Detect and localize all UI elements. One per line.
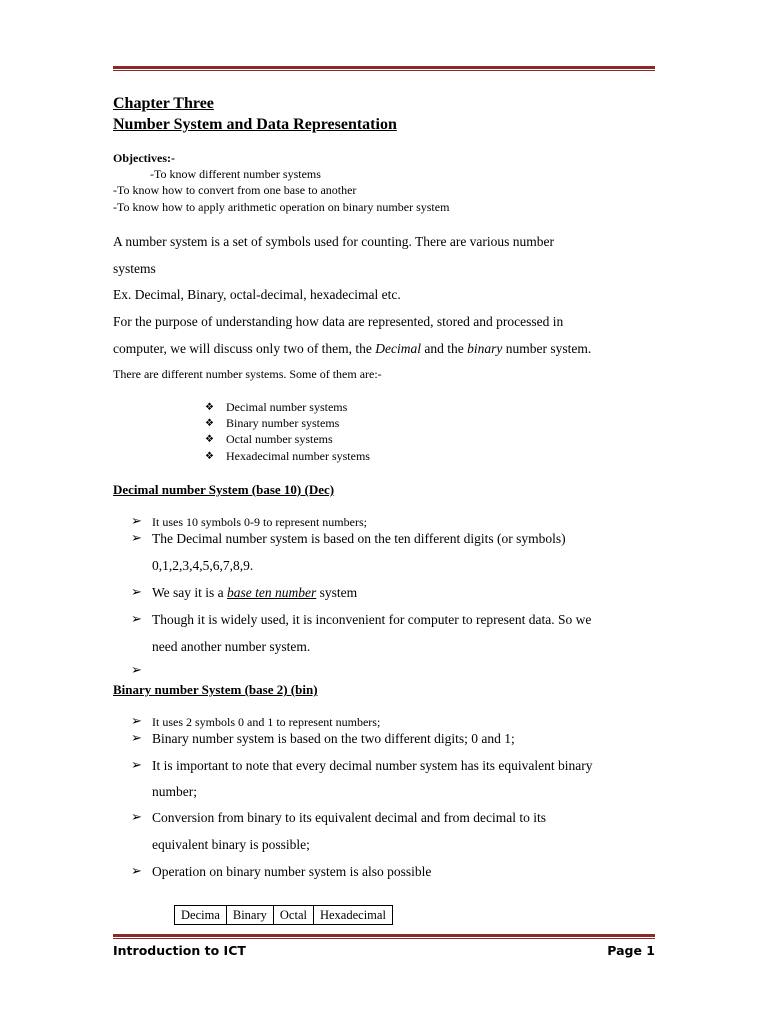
arrow-bullet-icon: ➢ <box>131 662 142 677</box>
table-header-cell: Hexadecimal <box>313 906 392 925</box>
diamond-bullet-icon: ❖ <box>205 402 214 413</box>
arrow-bullet-icon: ➢ <box>131 513 142 528</box>
list-item: We say it is a base ten number system <box>152 585 358 600</box>
list-item: Operation on binary number system is also possible <box>152 864 432 879</box>
intro-paragraph-line: systems <box>113 261 156 276</box>
list-item: Though it is widely used, it is inconvenient for computer to represent data. So we <box>152 612 592 627</box>
list-item-continuation: 0,1,2,3,4,5,6,7,8,9. <box>152 558 254 573</box>
top-rule-thick <box>113 66 655 69</box>
objectives-heading: Objectives:- <box>113 151 175 165</box>
arrow-bullet-icon: ➢ <box>131 713 142 728</box>
arrow-bullet-icon: ➢ <box>131 863 142 878</box>
diamond-bullet-icon: ❖ <box>205 451 214 462</box>
diamond-bullet-icon: ❖ <box>205 434 214 445</box>
intro-paragraph-line: For the purpose of understanding how data are represented, stored and processed in <box>113 314 564 329</box>
list-item: The Decimal number system is based on the ten different digits (or symbols) <box>152 531 566 546</box>
table-header-cell: Octal <box>273 906 313 925</box>
list-item: Binary number systems <box>226 416 340 430</box>
intro-paragraph-line: computer, we will discuss only two of them, the Decimal and the binary number system. <box>113 341 592 356</box>
objective-item: -To know how to apply arithmetic operation on binary number system <box>113 200 450 214</box>
arrow-bullet-icon: ➢ <box>131 530 142 545</box>
list-item: Binary number system is based on the two different digits; 0 and 1; <box>152 731 515 746</box>
arrow-bullet-icon: ➢ <box>131 611 142 626</box>
top-rule-thin <box>113 70 655 71</box>
list-item-continuation: equivalent binary is possible; <box>152 837 310 852</box>
table-header-row <box>175 906 393 925</box>
chapter-subtitle: Number System and Data Representation <box>113 116 397 133</box>
list-item-continuation: number; <box>152 784 197 799</box>
arrow-bullet-icon: ➢ <box>131 809 142 824</box>
list-item: Conversion from binary to its equivalent decimal and from decimal to its <box>152 810 547 825</box>
decimal-section-heading: Decimal number System (base 10) (Dec) <box>113 482 335 497</box>
number-systems-table <box>174 905 393 925</box>
diamond-bullet-icon: ❖ <box>205 418 214 429</box>
arrow-bullet-icon: ➢ <box>131 730 142 745</box>
list-item: Decimal number systems <box>226 400 348 414</box>
footer-rule-thick <box>113 934 655 937</box>
list-item: Hexadecimal number systems <box>226 449 370 463</box>
intro-paragraph-line: A number system is a set of symbols used for counting. There are various number <box>113 234 555 249</box>
table-header-cell: Binary <box>226 906 273 925</box>
list-item: It uses 2 symbols 0 and 1 to represent numbers; <box>152 715 381 729</box>
objective-item: -To know different number systems <box>150 167 321 181</box>
list-item-continuation: need another number system. <box>152 639 311 654</box>
binary-section-heading: Binary number System (base 2) (bin) <box>113 682 318 697</box>
arrow-bullet-icon: ➢ <box>131 757 142 772</box>
intro-example: Ex. Decimal, Binary, octal-decimal, hexadecimal etc. <box>113 287 401 302</box>
list-item: Octal number systems <box>226 432 333 446</box>
intro-lead-in: There are different number systems. Some of them are:- <box>113 367 382 381</box>
page-number: Page 1 <box>607 943 655 958</box>
list-item: It uses 10 symbols 0-9 to represent numbers; <box>152 515 367 529</box>
arrow-bullet-icon: ➢ <box>131 584 142 599</box>
chapter-title: Chapter Three <box>113 95 214 112</box>
table-header-cell: Decima <box>175 906 227 925</box>
footer-course-title: Introduction to ICT <box>113 943 246 958</box>
footer-rule-thin <box>113 938 655 939</box>
objective-item: -To know how to convert from one base to another <box>113 183 357 197</box>
list-item: It is important to note that every decimal number system has its equivalent binary <box>152 758 593 773</box>
